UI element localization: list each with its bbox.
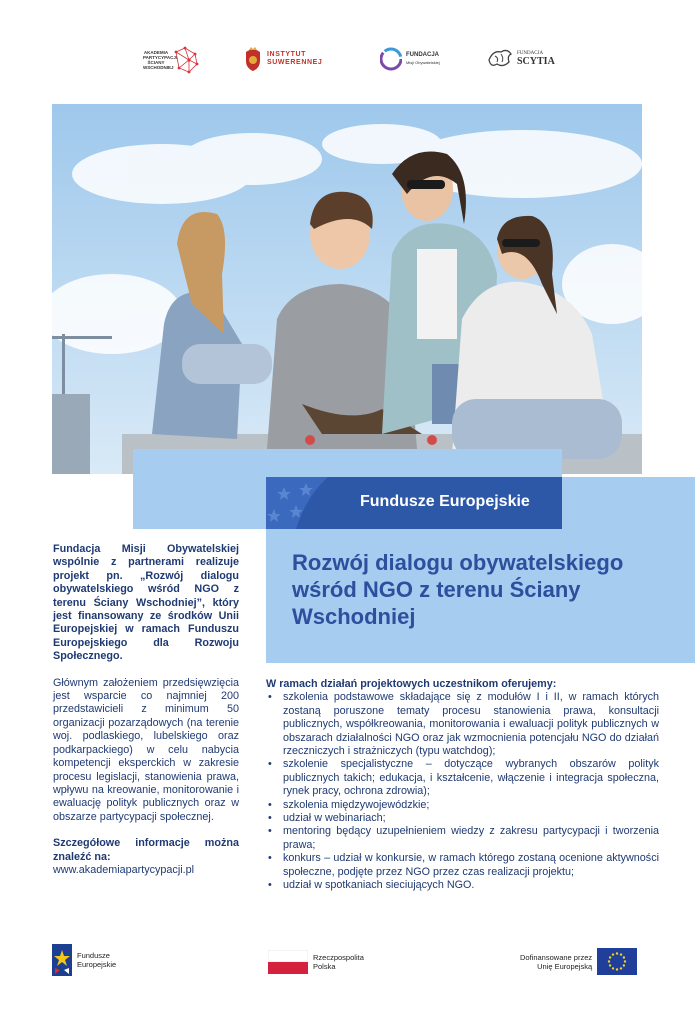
fe-line2: Europejskie: [77, 960, 117, 969]
list-item: • udział w spotkaniach sieciujących NGO.: [266, 879, 659, 892]
scytia-line1: FUNDACJA: [517, 51, 544, 56]
network-icon: [173, 46, 199, 74]
list-item: • szkolenie specjalistyczne – dotyczące wybranych obszarów polityk publicznych takich; edukacja, i kształcenie, włączenie i integracja społeczna, rynek pracy, ochrona zdrowia);: [266, 758, 659, 798]
rzeczpospolita-polska-logo: [268, 950, 364, 974]
fundacja-line1: FUNDACJA: [406, 52, 439, 58]
fundacja-logo: [380, 46, 440, 72]
fundacja-swirl-icon: [380, 46, 402, 72]
fundusze-europejskie-label: Fundusze Europejskie: [360, 493, 530, 510]
list-item: • mentoring będący uzupełnieniem wiedzy z zakresu partycypacji i tworzenia prawa;: [266, 825, 659, 852]
list-item: • szkolenia międzywojewódzkie;: [266, 799, 659, 812]
more-info-label: Szczegółowe informacje można znaleźć na:: [53, 837, 239, 863]
right-column: [266, 678, 659, 893]
fe-star-icon: [52, 944, 72, 976]
eu-flag-icon: [597, 948, 637, 975]
akademia-partycypacji-logo: [143, 46, 199, 74]
instytut-line2: SUWERENNEJ: [267, 59, 323, 66]
rp-line1: Rzeczpospolita: [313, 953, 364, 962]
offer-list: [266, 691, 659, 892]
instytut-line1: INSTYTUT: [267, 51, 307, 58]
offer-lead: W ramach działań projektowych uczestnikom oferujemy:: [266, 678, 557, 690]
left-column: [53, 543, 239, 890]
fe-line1: Fundusze: [77, 951, 110, 960]
eu-stars-pattern-icon: [266, 477, 346, 529]
fundusze-europejskie-banner: [266, 477, 562, 529]
website-link[interactable]: www.akademiapartycypacji.pl: [53, 863, 195, 876]
goal-paragraph: Głównym założeniem przedsięwzięcia jest wsparcie co najmniej 200 przedstawicieli z minimum 50 organizacji pozarządowych (na terenie woj. podlaskiego, lubelskiego oraz podkarpackiego) w celu nabycia kompetencji eksperckich w zakresie procesu legislacji, stanowienia prawa, wpływu na kreowanie, monitorowanie i ewaluację polityk publicznych oraz w obszarze partycypacji społecznej.: [53, 676, 239, 823]
ue-line1: Dofinansowane przez: [520, 952, 593, 962]
scytia-animal-icon: [487, 46, 513, 70]
polish-flag-icon: [268, 950, 308, 974]
ue-line2: Unię Europejską: [537, 961, 593, 971]
list-item: • szkolenia podstawowe składające się z modułów I i II, w ramach których zostaną poruszone tematy procesu stanowienia prawa, konsultacji publicznych, współkreowania, monitorowania i ewaluacji polityk publicznych w obszarach działalności NGO oraz jak wzmocnienia potencjału NGO do działań rzeczniczych i strażniczych (typu watchdog);: [266, 691, 659, 758]
scytia-line2: SCYTIA: [517, 56, 555, 67]
fundacja-scytia-logo: [487, 46, 555, 70]
intro-paragraph: Fundacja Misji Obywatelskiej wspólnie z partnerami realizuje projekt pn. „Rozwój dialogu obywatelskiego wśród NGO z terenu Ściany Wschodniej”, który jest finansowany ze środków Unii Europejskiej w ramach Funduszu Europejskiego dla Rozwoju Społecznego.: [53, 543, 239, 663]
list-item: • konkurs – udział w konkursie, w ramach którego zostaną ocenione aktywności społeczne, podjęte przez NGO przez czas realizacji projektu;: [266, 852, 659, 879]
page-title: Rozwój dialogu obywatelskiego wśród NGO z terenu Ściany Wschodniej: [292, 550, 624, 629]
list-item: • udział w webinariach;: [266, 812, 659, 825]
crest-icon: [243, 46, 263, 72]
hero-photo: [52, 104, 642, 474]
akademia-logo-text: AKADEMIA PARTYCYPACJI ŚCIANY WSCHODNIEJ: [143, 50, 178, 70]
fundusze-europejskie-logo: [52, 944, 116, 976]
fundacja-line2: Misji Obywatelskiej: [406, 60, 440, 65]
instytut-suwerennej-logo: [243, 46, 322, 72]
eu-cofinanced-logo: [520, 948, 637, 975]
rp-line2: Polska: [313, 962, 336, 971]
